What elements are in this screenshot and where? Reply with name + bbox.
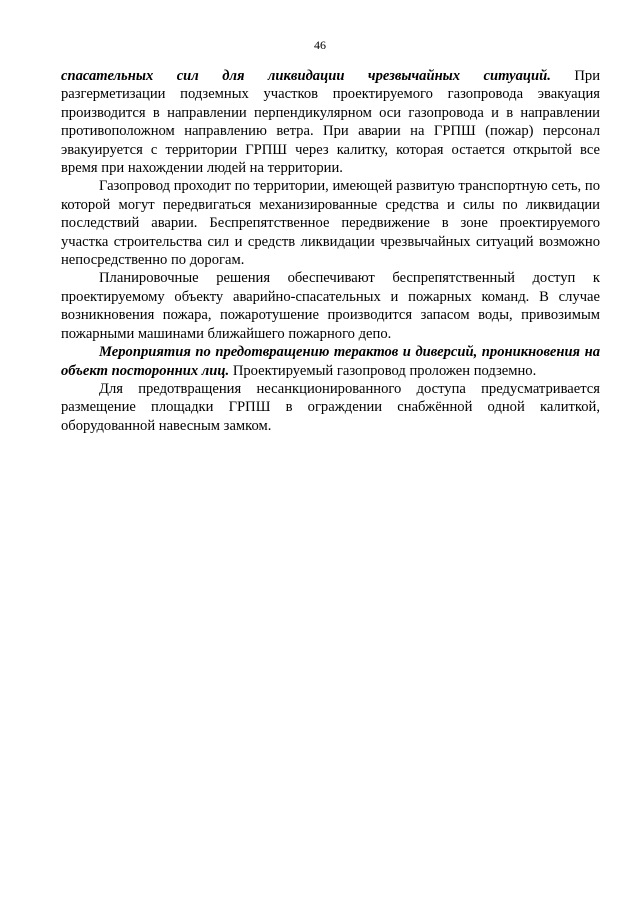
- document-body: [61, 67, 600, 435]
- page-number: 46: [314, 38, 326, 52]
- section-heading-rescue-forces: спасательных сил для ликвидации чрезвычайных ситуаций.: [61, 68, 551, 84]
- paragraph-antiterror-text: Проектируемый газопровод проложен подземно.: [229, 362, 537, 379]
- paragraph-evacuation-lead-tail: При: [550, 68, 601, 84]
- paragraph-evacuation-lead: [61, 67, 600, 85]
- paragraph-planning-decisions: Планировочные решения обеспечивают беспрепятственный доступ к проектируемому объекту аварийно-спасательных и пожарных команд. В случае возникновения пожара, пожаротушение производится запасом воды, привозимым пожарными машинами ближайшего пожарного депо.: [61, 270, 600, 342]
- paragraph-evacuation: разгерметизации подземных участков проектируемого газопровода эвакуация производится в направлении перпендикулярном оси газопровода и в направлении противоположном направлению ветра. При аварии на ГРПШ (пожар) персонал эвакуируется с территории ГРПШ через калитку, которая остается открытой все время при нахождении людей на территории.: [61, 86, 600, 177]
- paragraph-antiterror: [61, 343, 600, 380]
- section-heading-antiterror: Мероприятия по предотвращению терактов и диверсий, проникновения на объект посторонних лиц.: [61, 344, 600, 379]
- paragraph-access-control: Для предотвращения несанкционированного доступа предусматривается размещение площадки ГРПШ в ограждении снабжённой одной калиткой, оборудованной навесным замком.: [61, 380, 600, 434]
- paragraph-transport-network: Газопровод проходит по территории, имеющей развитую транспортную сеть, по которой могут передвигаться механизированные средства и силы по ликвидации последствий аварии. Беспрепятственное передвижение в зоне проектируемого участка строительства сил и средств ликвидации чрезвычайных ситуаций возможно непосредственно по дорогам.: [61, 178, 600, 269]
